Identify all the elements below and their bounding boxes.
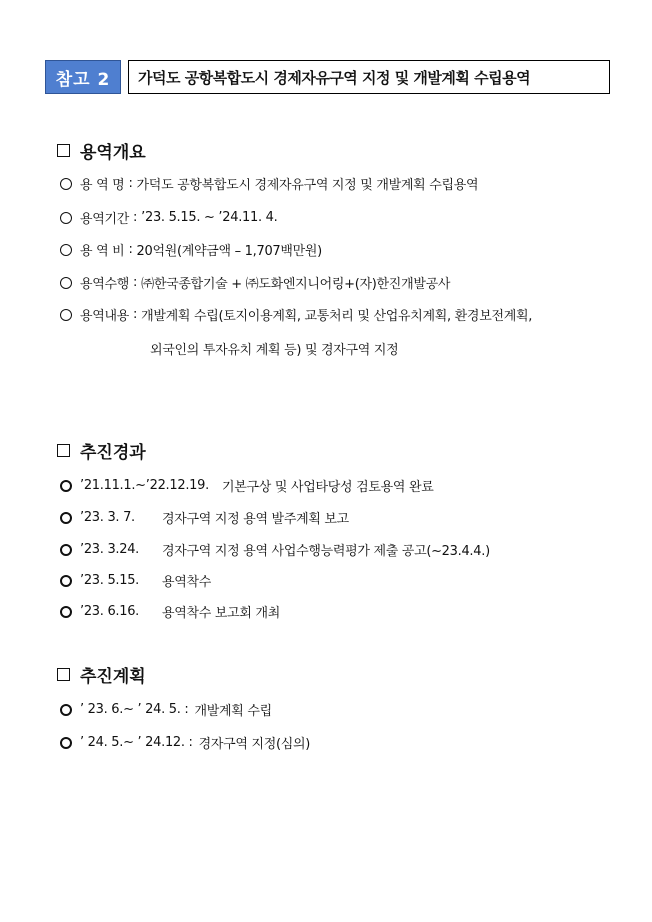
- circle-bullet-icon: [60, 212, 72, 224]
- section-overview-heading: [57, 138, 146, 163]
- square-bullet-icon: [57, 668, 70, 681]
- item-value: 개발계획 수립(토지이용계획, 교통처리 및 산업유치계획, 환경보전계획,: [141, 309, 533, 324]
- item-value: ’23. 5.15. ~ ’24.11. 4.: [141, 210, 278, 225]
- square-bullet-icon: [57, 444, 70, 457]
- item-label: 용역기간: [80, 212, 130, 227]
- section-plan-heading: [57, 662, 146, 687]
- item-value: ㈜한국종합기술 + ㈜도화엔지니어링+(자)한진개발공사: [141, 277, 451, 292]
- plan-item: [60, 733, 310, 752]
- circle-bullet-icon: [60, 309, 72, 321]
- item-label: 용역수행: [80, 277, 130, 292]
- progress-item: [60, 540, 490, 559]
- circle-bullet-icon: [60, 606, 72, 618]
- progress-date: ’21.11.1.~’22.12.19.: [80, 478, 209, 493]
- item-label: 용 역 명: [80, 178, 125, 193]
- square-bullet-icon: [57, 144, 70, 157]
- circle-bullet-icon: [60, 480, 72, 492]
- progress-date: ’23. 6.16.: [80, 604, 140, 619]
- item-label: 용 역 비: [80, 244, 125, 259]
- section-title: 용역개요: [80, 143, 146, 163]
- circle-bullet-icon: [60, 178, 72, 190]
- circle-bullet-icon: [60, 544, 72, 556]
- progress-date: ’23. 3. 7.: [80, 510, 135, 525]
- progress-date: ’23. 3.24.: [80, 542, 140, 557]
- progress-item: [60, 571, 211, 590]
- overview-item-name: 용 역 명 : 가덕도 공항복합도시 경제자유구역 지정 및 개발계획 수립용역: [60, 174, 478, 193]
- document-title: 가덕도 공항복합도시 경제자유구역 지정 및 개발계획 수립용역: [128, 60, 610, 94]
- circle-bullet-icon: [60, 575, 72, 587]
- section-title: 추진경과: [80, 443, 146, 463]
- section-progress-heading: [57, 438, 146, 463]
- circle-bullet-icon: [60, 704, 72, 716]
- plan-date: ’ 23. 6.~ ’ 24. 5. :: [80, 702, 189, 717]
- progress-item: [60, 602, 280, 621]
- progress-text: 기본구상 및 사업타당성 검토용역 완료: [222, 480, 434, 495]
- circle-bullet-icon: [60, 244, 72, 256]
- progress-date: ’23. 5.15.: [80, 573, 140, 588]
- plan-text: 개발계획 수립: [194, 704, 272, 719]
- overview-item-contractor: 용역수행 : ㈜한국종합기술 + ㈜도화엔지니어링+(자)한진개발공사: [60, 273, 450, 292]
- document-header: [45, 60, 610, 94]
- overview-item-content-continuation: 외국인의 투자유치 계획 등) 및 경자구역 지정: [150, 343, 399, 358]
- plan-date: ’ 24. 5.~ ’ 24.12. :: [80, 735, 193, 750]
- reference-badge: 참고 2: [45, 60, 121, 94]
- circle-bullet-icon: [60, 512, 72, 524]
- progress-text: 용역착수: [162, 575, 212, 590]
- circle-bullet-icon: [60, 277, 72, 289]
- item-value: 가덕도 공항복합도시 경제자유구역 지정 및 개발계획 수립용역: [136, 178, 479, 193]
- item-value: 20억원(계약금액 – 1,707백만원): [136, 244, 322, 259]
- progress-text: 용역착수 보고회 개최: [162, 606, 280, 621]
- progress-item: [60, 476, 433, 495]
- overview-item-period: 용역기간 : ’23. 5.15. ~ ’24.11. 4.: [60, 208, 277, 227]
- progress-item: [60, 508, 349, 527]
- progress-text: 경자구역 지정 용역 발주계획 보고: [162, 512, 349, 527]
- overview-item-cost: 용 역 비 : 20억원(계약금액 – 1,707백만원): [60, 240, 322, 259]
- circle-bullet-icon: [60, 737, 72, 749]
- section-title: 추진계획: [80, 667, 146, 687]
- plan-item: [60, 700, 272, 719]
- item-label: 용역내용: [80, 309, 130, 324]
- progress-text: 경자구역 지정 용역 사업수행능력평가 제출 공고(~23.4.4.): [162, 544, 490, 559]
- overview-item-content: 용역내용 : 개발계획 수립(토지이용계획, 교통처리 및 산업유치계획, 환경보전계획,: [60, 305, 532, 324]
- plan-text: 경자구역 지정(심의): [198, 737, 311, 752]
